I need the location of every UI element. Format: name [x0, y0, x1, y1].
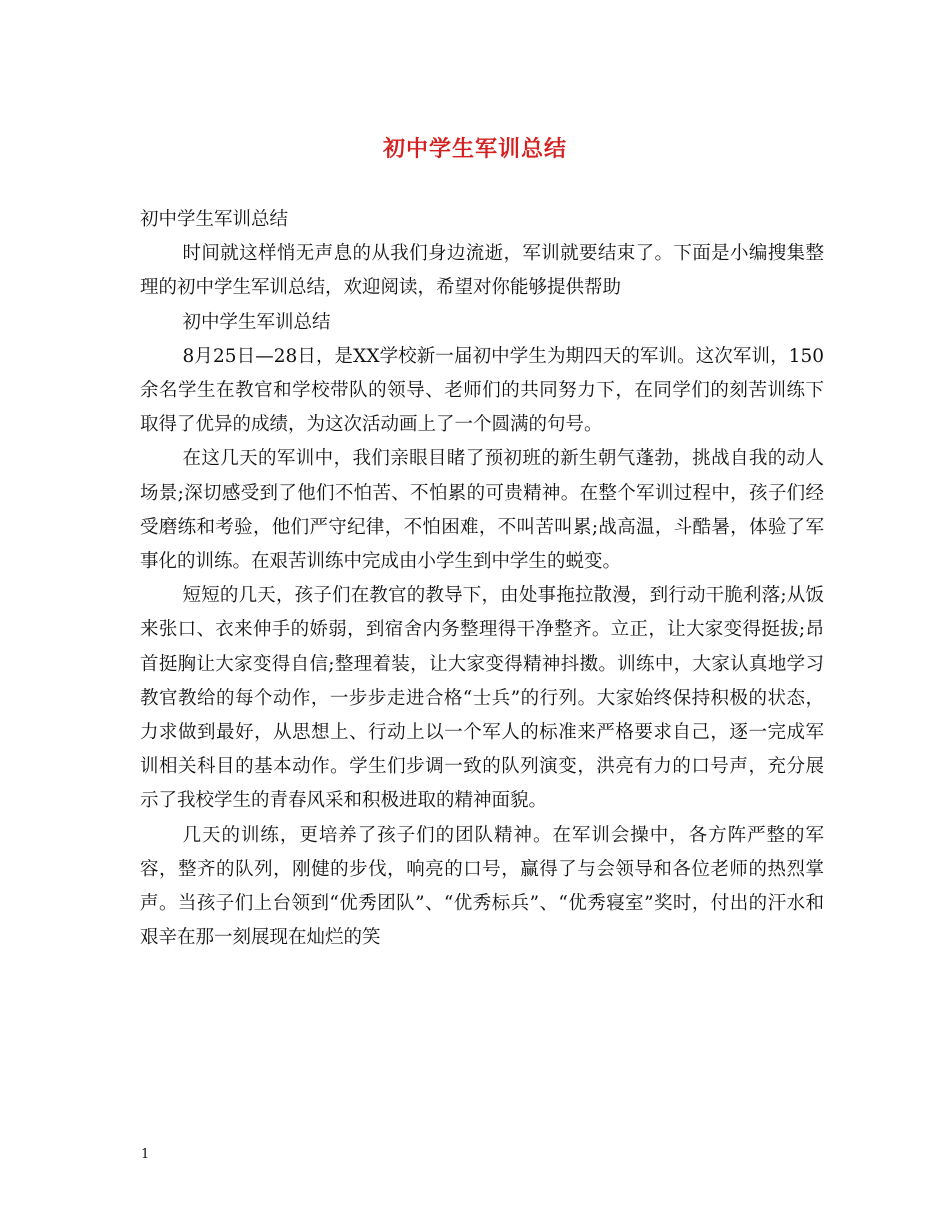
paragraph: 时间就这样悄无声息的从我们身边流逝，军训就要结束了。下面是小编搜集整理的初中学生军训总结，欢迎阅读，希望对你能够提供帮助	[140, 243, 824, 299]
document-body	[140, 203, 824, 955]
paragraph: 初中学生军训总结	[140, 209, 289, 230]
paragraph: 几天的训练，更培养了孩子们的团队精神。在军训会操中，各方阵严整的军容，整齐的队列，刚健的步伐，响亮的口号，赢得了与会领导和各位老师的热烈掌声。当孩子们上台领到“优秀团队”、“优秀标兵”、“优秀寝室”奖时，付出的汗水和艰辛在那一刻展现在灿烂的笑	[140, 824, 824, 949]
document-title: 初中学生军训总结	[382, 136, 567, 162]
paragraph: 8月25日—28日，是XX学校新一届初中学生为期四天的军训。这次军训，150余名学生在教官和学校带队的领导、老师们的共同努力下，在同学们的刻苦训练下取得了优异的成绩，为这次活动画上了一个圆满的句号。	[140, 345, 824, 436]
paragraph: 初中学生军训总结	[182, 311, 331, 333]
page-number: 1	[141, 1147, 150, 1162]
paragraph: 短短的几天，孩子们在教官的教导下，由处事拖拉散漫，到行动干脆利落;从饭来张口、衣来伸手的娇弱，到宿舍内务整理得干净整齐。立正，让大家变得挺拔;昂首挺胸让大家变得自信;整理着装，让大家变得精神抖擞。训练中，大家认真地学习教官教给的每个动作，一步步走进合格“士兵”的行列。大家始终保持积极的状态，力求做到最好，从思想上、行动上以一个军人的标准来严格要求自己，逐一完成军训相关科目的基本动作。学生们步调一致的队列演变，洪亮有力的口号声，充分展示了我校学生的青春风采和积极进取的精神面貌。	[140, 585, 824, 812]
paragraph: 在这几天的军训中，我们亲眼目睹了预初班的新生朝气蓬勃，挑战自我的动人场景;深切感受到了他们不怕苦、不怕累的可贵精神。在整个军训过程中，孩子们经受磨练和考验，他们严守纪律，不怕困难，不叫苦叫累;战高温，斗酷暑，体验了军事化的训练。在艰苦训练中完成由小学生到中学生的蜕变。	[140, 448, 824, 573]
